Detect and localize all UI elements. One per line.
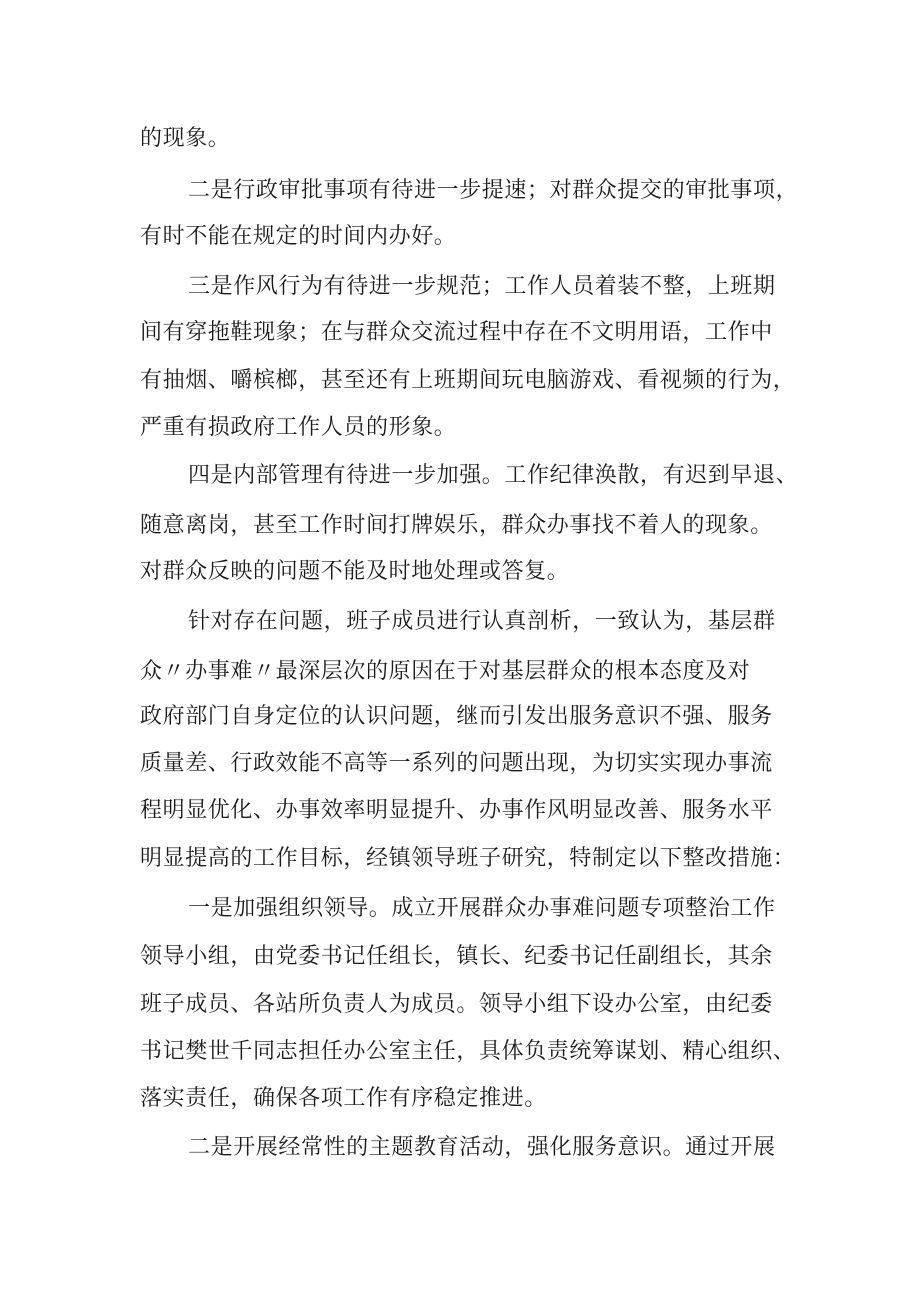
text-line: 有时不能在规定的时间内办好。 [140, 224, 457, 249]
text-line: 三是作风行为有待进一步规范；工作人员着装不整，上班期 [188, 274, 776, 299]
text-line: 政府部门自身定位的认识问题，继而引发出服务意识不强、服务 [140, 704, 773, 729]
text-line: 四是内部管理有待进一步加强。工作纪律涣散，有迟到早退、 [188, 463, 799, 488]
text-line: 对群众反映的问题不能及时地处理或答复。 [140, 559, 570, 584]
text-line: 众〃办事难〃最深层次的原因在于对基层群众的根本态度及对 [140, 659, 751, 684]
text-line: 的现象。 [140, 126, 231, 151]
text-line: 针对存在问题，班子成员进行认真剖析，一致认为，基层群 [188, 609, 776, 634]
text-line: 二是行政审批事项有待进一步提速；对群众提交的审批事项， [188, 178, 799, 203]
text-line: 班子成员、各站所负责人为成员。领导小组下设办公室，由纪委 [140, 992, 773, 1017]
text-line: 二是开展经常性的主题教育活动，强化服务意识。通过开展 [188, 1135, 776, 1160]
text-line: 一是加强组织领导。成立开展群众办事难问题专项整治工作 [188, 896, 776, 921]
text-line: 有抽烟、嚼槟榔，甚至还有上班期间玩电脑游戏、看视频的行为， [140, 368, 796, 393]
text-line: 间有穿拖鞋现象；在与群众交流过程中存在不文明用语，工作中 [140, 320, 773, 345]
text-line: 程明显优化、办事效率明显提升、办事作风明显改善、服务水平 [140, 798, 773, 823]
text-line: 随意离岗，甚至工作时间打牌娱乐，群众办事找不着人的现象。 [140, 513, 773, 538]
text-line: 明显提高的工作目标，经镇领导班子研究，特制定以下整改措施： [140, 846, 796, 871]
text-line: 落实责任，确保各项工作有序稳定推进。 [140, 1086, 547, 1111]
text-line: 质量差、行政效能不高等一系列的问题出现，为切实实现办事流 [140, 751, 773, 776]
text-line: 严重有损政府工作人员的形象。 [140, 415, 457, 440]
text-line: 书记樊世千同志担任办公室主任，具体负责统筹谋划、精心组织、 [140, 1039, 796, 1064]
text-line: 领导小组，由党委书记任组长，镇长、纪委书记任副组长，其余 [140, 944, 773, 969]
